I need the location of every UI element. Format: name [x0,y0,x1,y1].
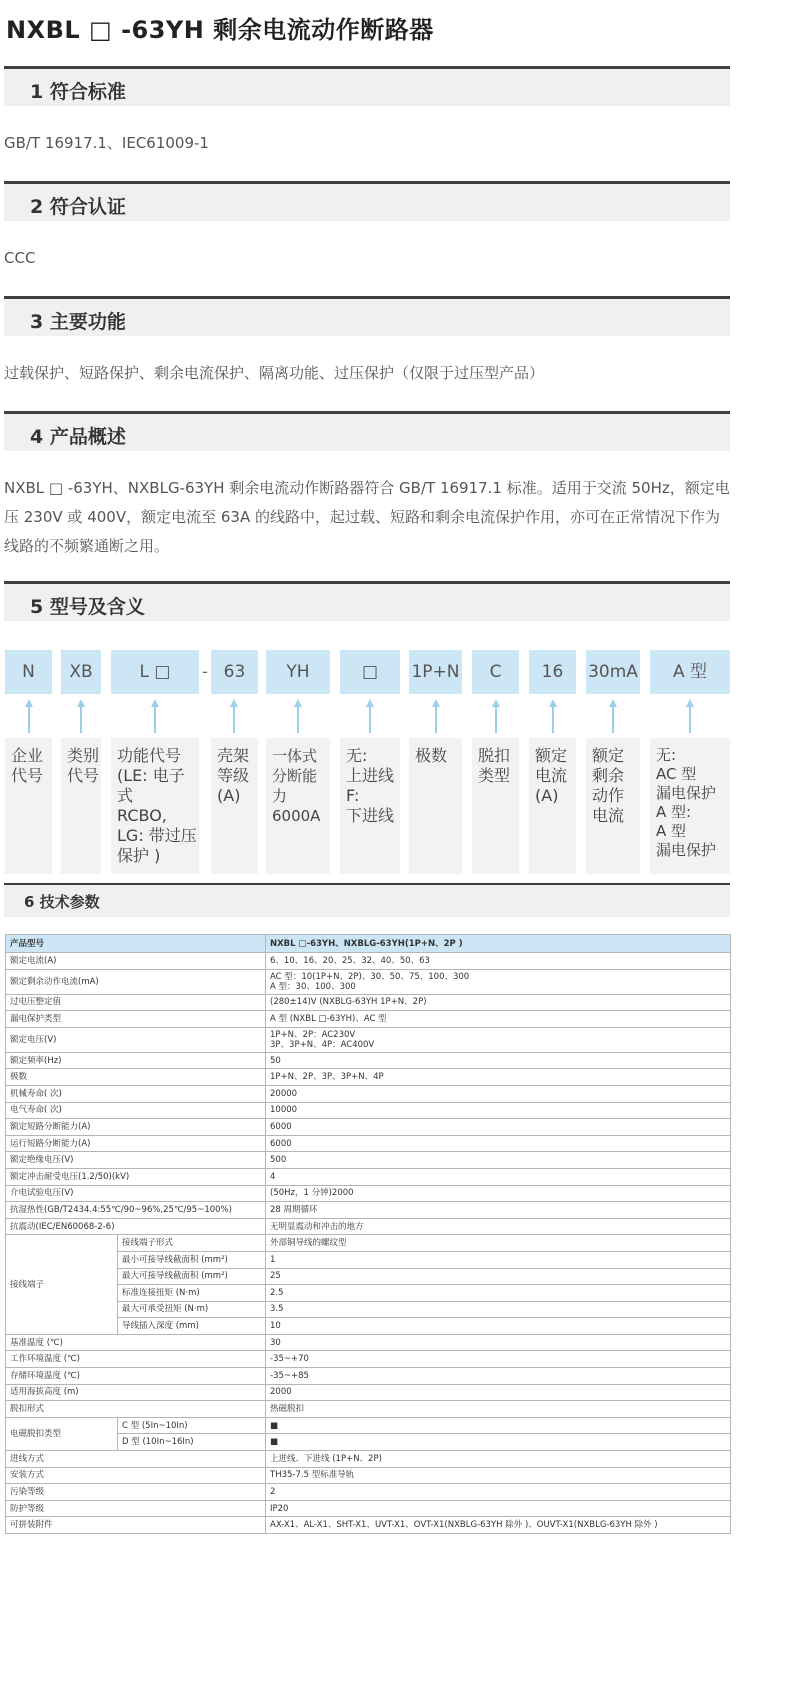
spec-value: 2.5 [266,1285,731,1302]
section-title: 5 型号及含义 [30,596,145,618]
section-title: 1 符合标准 [30,81,126,103]
spec-header-value: NXBL □-63YH、NXBLG-63YH(1P+N、2P ) [266,935,731,953]
spec-label: 额定短路分断能力(A) [6,1119,266,1136]
section-header-specs [4,883,730,917]
spec-value: ■ [266,1417,731,1434]
table-row [6,1384,731,1401]
model-code-box: C [472,650,519,694]
spec-label: 极数 [6,1069,266,1086]
table-row [6,1368,731,1385]
spec-value: 2 [266,1484,731,1501]
table-row [6,1235,731,1252]
model-desc-box: 额定 电流 (A) [529,738,576,874]
spec-label: 抗震动(IEC/EN60068-2-6) [6,1218,266,1235]
spec-value: 30 [266,1334,731,1351]
model-desc-box: 无: AC 型 漏电保护 A 型: A 型 漏电保护 [650,738,730,874]
table-row [6,1119,731,1136]
model-code-box: N [5,650,52,694]
spec-label: 过电压整定值 [6,994,266,1011]
spec-group-label: 电磁脱扣类型 [6,1417,118,1450]
model-desc-box: 功能代号 (LE: 电子式 RCBO, LG: 带过压 保护 ) [111,738,199,874]
table-row [6,1011,731,1028]
model-desc-box: 一体式 分断能力 6000A [266,738,330,874]
table-row [6,1135,731,1152]
spec-label: 额定电压(V) [6,1027,266,1052]
spec-value: 6000 [266,1135,731,1152]
table-row [6,1484,731,1501]
up-arrow-icon [229,698,239,734]
spec-value: 2000 [266,1384,731,1401]
spec-label: 额定冲击耐受电压(1.2/50)(kV) [6,1168,266,1185]
spec-label: 额定剩余动作电流(mA) [6,969,266,994]
table-row [6,953,731,970]
table-row [6,1185,731,1202]
table-row [6,1417,731,1434]
spec-group-label: 接线端子 [6,1235,118,1335]
table-row [6,1202,731,1219]
model-dash: - [202,662,208,681]
spec-value: 25 [266,1268,731,1285]
spec-value: -35~+70 [266,1351,731,1368]
spec-sub-label: C 型 (5In~10In) [118,1417,266,1434]
table-row [6,994,731,1011]
spec-sub-label: D 型 (10In~16In) [118,1434,266,1451]
table-row [6,1401,731,1418]
table-row [6,1168,731,1185]
model-desc-box: 极数 [409,738,462,874]
model-code-box: 30mA [586,650,640,694]
spec-value: 1P+N、2P：AC230V 3P、3P+N、4P：AC400V [266,1027,731,1052]
section-header-certification [4,181,730,221]
spec-sub-label: 最大可承受扭矩 (N·m) [118,1301,266,1318]
model-desc-box: 壳架 等级 (A) [211,738,258,874]
spec-value: 无明显震动和冲击的地方 [266,1218,731,1235]
spec-label: 额定绝缘电压(V) [6,1152,266,1169]
spec-value: 热磁脱扣 [266,1401,731,1418]
up-arrow-icon [293,698,303,734]
model-code-box: 16 [529,650,576,694]
section-header-standards [4,66,730,106]
table-row [6,1500,731,1517]
spec-value: 1 [266,1251,731,1268]
model-desc-box: 脱扣 类型 [472,738,519,874]
up-arrow-icon [365,698,375,734]
spec-value: TH35-7.5 型标准导轨 [266,1467,731,1484]
up-arrow-icon [608,698,618,734]
functions-text: 过载保护、短路保护、剩余电流保护、隔离功能、过压保护（仅限于过压型产品） [4,364,545,382]
up-arrow-icon [76,698,86,734]
section-title: 4 产品概述 [30,426,126,448]
up-arrow-icon [24,698,34,734]
spec-label: 脱扣形式 [6,1401,266,1418]
spec-value: 3.5 [266,1301,731,1318]
table-row [6,1451,731,1468]
spec-value: A 型 (NXBL □-63YH)、AC 型 [266,1011,731,1028]
model-desc-box: 企业 代号 [5,738,52,874]
model-desc-box: 额定 剩余 动作 电流 [586,738,640,874]
spec-label: 污染等级 [6,1484,266,1501]
spec-label: 进线方式 [6,1451,266,1468]
spec-label: 可拼装附件 [6,1517,266,1534]
spec-value: 20000 [266,1085,731,1102]
spec-label: 漏电保护类型 [6,1011,266,1028]
section-header-functions [4,296,730,336]
spec-value: (280±14)V (NXBLG-63YH 1P+N、2P) [266,994,731,1011]
spec-value: 上进线、下进线 (1P+N、2P) [266,1451,731,1468]
model-code-box: 1P+N [409,650,462,694]
up-arrow-icon [491,698,501,734]
model-desc-box: 类别 代号 [61,738,101,874]
spec-table-body [6,935,731,1534]
spec-value: ■ [266,1434,731,1451]
section-header-model [4,581,730,621]
spec-value: 28 周期循环 [266,1202,731,1219]
spec-table [5,934,731,1534]
spec-sub-label: 最大可接导线截面积 (mm²) [118,1268,266,1285]
spec-value: (50Hz，1 分钟)2000 [266,1185,731,1202]
spec-value: 4 [266,1168,731,1185]
page-title: NXBL □ -63YH 剩余电流动作断路器 [6,16,434,44]
spec-label: 机械寿命( 次) [6,1085,266,1102]
table-row [6,969,731,994]
spec-label: 存储环境温度 (℃) [6,1368,266,1385]
spec-label: 运行短路分断能力(A) [6,1135,266,1152]
spec-value: 外部铜导线的螺纹型 [266,1235,731,1252]
table-row [6,1102,731,1119]
spec-value: 50 [266,1052,731,1069]
spec-value: 500 [266,1152,731,1169]
section-title: 6 技术参数 [24,893,100,911]
table-row [6,1334,731,1351]
table-row [6,1517,731,1534]
model-code-box: L □ [111,650,199,694]
spec-value: AX-X1、AL-X1、SHT-X1、UVT-X1、OVT-X1(NXBLG-63YH 除外 )、OUVT-X1(NXBLG-63YH 除外 ) [266,1517,731,1534]
spec-value: 6、10、16、20、25、32、40、50、63 [266,953,731,970]
table-row [6,1218,731,1235]
overview-text: NXBL □ -63YH、NXBLG-63YH 剩余电流动作断路器符合 GB/T 16917.1 标准。适用于交流 50Hz，额定电压 230V 或 400V，额定电流至 63A 的线路中，起过载、短路和剩余电流保护作用，亦可在正常情况下作为线路的不频繁通断之用。 [4,479,730,555]
model-code-box: □ [340,650,400,694]
table-row [6,1467,731,1484]
spec-label: 额定电流(A) [6,953,266,970]
section-title: 2 符合认证 [30,196,126,218]
spec-label: 适用海拔高度 (m) [6,1384,266,1401]
spec-value: 10000 [266,1102,731,1119]
up-arrow-icon [431,698,441,734]
certification-text: CCC [4,249,36,267]
model-code-box: A 型 [650,650,730,694]
table-header-row [6,935,731,953]
table-row [6,1027,731,1052]
spec-value: 6000 [266,1119,731,1136]
section-title: 3 主要功能 [30,311,126,333]
spec-label: 抗湿热性(GB/T2434.4:55℃/90~96%,25℃/95~100%) [6,1202,266,1219]
table-row [6,1052,731,1069]
spec-label: 额定频率(Hz) [6,1052,266,1069]
model-code-box: 63 [211,650,258,694]
spec-sub-label: 标准连接扭矩 (N·m) [118,1285,266,1302]
model-code-box: XB [61,650,101,694]
spec-label: 介电试验电压(V) [6,1185,266,1202]
up-arrow-icon [685,698,695,734]
spec-value: 10 [266,1318,731,1335]
standards-text: GB/T 16917.1、IEC61009-1 [4,134,209,152]
spec-value: -35~+85 [266,1368,731,1385]
table-row [6,1152,731,1169]
section-header-overview [4,411,730,451]
up-arrow-icon [548,698,558,734]
spec-sub-label: 导线插入深度 (mm) [118,1318,266,1335]
model-code-box: YH [266,650,330,694]
up-arrow-icon [150,698,160,734]
spec-sub-label: 接线端子形式 [118,1235,266,1252]
spec-sub-label: 最小可接导线截面积 (mm²) [118,1251,266,1268]
spec-label: 安装方式 [6,1467,266,1484]
spec-label: 工作环境温度 (℃) [6,1351,266,1368]
spec-value: 1P+N、2P、3P、3P+N、4P [266,1069,731,1086]
spec-label: 电气寿命( 次) [6,1102,266,1119]
table-row [6,1351,731,1368]
table-row [6,1085,731,1102]
spec-value: AC 型：10(1P+N、2P)、30、50、75、100、300 A 型：30、100、300 [266,969,731,994]
spec-value: IP20 [266,1500,731,1517]
spec-label: 防护等级 [6,1500,266,1517]
spec-label: 基准温度 (℃) [6,1334,266,1351]
table-row [6,1069,731,1086]
model-desc-box: 无: 上进线 F: 下进线 [340,738,400,874]
spec-header-label: 产品型号 [6,935,266,953]
